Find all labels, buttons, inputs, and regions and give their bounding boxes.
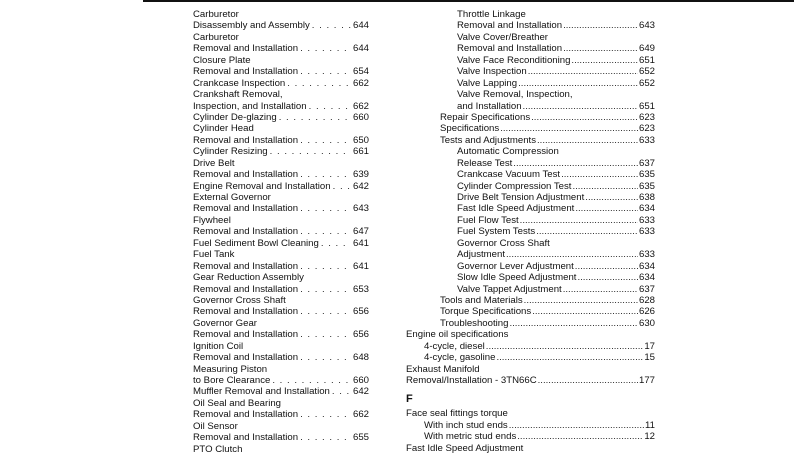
dot-leader: [300, 352, 351, 363]
entry-text: 4-cycle, gasoline: [424, 352, 496, 364]
page-number: 642: [352, 386, 369, 398]
dot-leader: [575, 261, 638, 272]
entry-text: Fuel Tank: [193, 249, 235, 261]
index-entry: [193, 135, 369, 146]
dot-leader: [537, 135, 638, 146]
page-number: 630: [638, 317, 655, 329]
dot-leader: [272, 375, 351, 386]
page-number: 647: [352, 226, 369, 238]
index-entry: [193, 386, 369, 397]
entry-text: Specifications: [440, 123, 500, 135]
entry-text: Slow Idle Speed Adjustment: [457, 272, 577, 284]
entry-text: Closure Plate: [193, 54, 251, 66]
entry-text: Valve Cover/Breather: [457, 31, 549, 43]
page-number: 660: [352, 375, 369, 386]
entry-text: Troubleshooting: [440, 317, 509, 329]
dot-leader: [585, 192, 638, 203]
dot-leader: [300, 432, 351, 443]
index-entry: [193, 203, 369, 214]
entry-text: Removal and Installation: [457, 43, 563, 55]
entry-text: Drive Belt Tension Adjustment: [457, 192, 585, 203]
index-entry: [406, 238, 655, 249]
index-entry: [406, 408, 655, 419]
entry-text: Removal and Installation: [193, 329, 299, 341]
entry-text: 4-cycle, diesel: [424, 340, 485, 352]
index-entry: [406, 364, 655, 375]
index-entry: [406, 295, 655, 306]
index-entry: [406, 89, 655, 100]
page-number: 635: [638, 169, 655, 181]
index-entry: [406, 249, 655, 260]
page-number: 649: [638, 43, 655, 55]
dot-leader: [577, 272, 638, 283]
index-entry: [406, 329, 655, 340]
dot-leader: [496, 352, 643, 363]
entry-text: Ignition Coil: [193, 340, 244, 352]
index-entry: [193, 341, 369, 352]
index-entry: [193, 272, 369, 283]
page-number: 652: [638, 66, 655, 78]
page-number: 17: [644, 340, 655, 352]
index-entry: [406, 101, 655, 112]
page-number: 641: [352, 237, 369, 249]
page-number: 628: [638, 294, 655, 306]
dot-leader: [300, 43, 351, 54]
index-entry: [406, 306, 655, 317]
entry-text: Throttle Linkage: [457, 9, 526, 20]
entry-text: Gear Reduction Assembly: [193, 272, 304, 284]
index-entry: [406, 135, 655, 146]
page-number: 637: [638, 283, 655, 295]
entry-text: Engine oil specifications: [406, 329, 509, 341]
page-number: 651: [638, 100, 655, 112]
entry-text: Cylinder Head: [193, 123, 254, 135]
index-entry: [193, 158, 369, 169]
page-number: 177: [638, 375, 655, 386]
index-entry: [193, 89, 369, 100]
entry-text: Automatic Compression: [457, 146, 559, 158]
index-entry: [193, 249, 369, 260]
dot-leader: [509, 420, 644, 431]
index-entry: [193, 66, 369, 77]
index-column-left: [193, 9, 369, 455]
dot-leader: [321, 238, 351, 249]
index-entry: [193, 43, 369, 54]
entry-text: Fast Idle Speed Adjustment: [457, 203, 575, 215]
index-entry: [406, 169, 655, 180]
index-entry: [193, 169, 369, 180]
entry-text: Inspection, and Installation: [193, 100, 307, 112]
dot-leader: [300, 261, 351, 272]
index-entry: [406, 112, 655, 123]
page-number: 651: [638, 54, 655, 66]
entry-text: Removal and Installation: [193, 43, 299, 55]
entry-text: Carburetor: [193, 31, 239, 43]
dot-leader: [575, 203, 638, 214]
entry-text: Disassembly and Assembly: [193, 20, 310, 32]
index-entry: [193, 409, 369, 420]
entry-text: Drive Belt: [193, 157, 235, 169]
page-number: 634: [638, 260, 655, 272]
index-entry: [406, 215, 655, 226]
dot-leader: [536, 226, 638, 237]
page-number: 650: [352, 134, 369, 146]
index-entry: [193, 101, 369, 112]
index-entry: [193, 329, 369, 340]
dot-leader: [300, 306, 351, 317]
page-number: 662: [352, 77, 369, 89]
dot-leader: [300, 135, 351, 146]
index-entry: [193, 78, 369, 89]
page-number: 637: [638, 157, 655, 169]
entry-text: Crankcase Inspection: [193, 77, 286, 89]
page-number: 643: [352, 203, 369, 215]
entry-text: Crankcase Vacuum Test: [457, 169, 561, 181]
entry-text: Governor Lever Adjustment: [457, 260, 574, 272]
dot-leader: [513, 158, 638, 169]
entry-text: With metric stud ends: [424, 431, 517, 443]
index-entry: [406, 226, 655, 237]
entry-text: Removal and Installation: [193, 203, 299, 215]
entry-text: Removal and Installation: [193, 409, 299, 421]
entry-text: Fuel Flow Test: [457, 214, 519, 226]
index-entry: [193, 123, 369, 134]
index-entry: [193, 398, 369, 409]
index-entry: [406, 158, 655, 169]
page-number: 641: [352, 260, 369, 272]
index-entry: [193, 284, 369, 295]
page-number: 633: [638, 226, 655, 238]
entry-text: Face seal fittings torque: [406, 408, 508, 420]
entry-text: Removal and Installation: [193, 226, 299, 238]
page-number: 662: [352, 409, 369, 421]
dot-leader: [517, 431, 643, 442]
page-number: 633: [638, 249, 655, 261]
page-number: 639: [352, 169, 369, 181]
entry-text: Removal and Installation: [193, 352, 299, 364]
page-number: 656: [352, 306, 369, 318]
index-entry: [406, 420, 655, 431]
entry-text: Removal and Installation: [193, 283, 299, 295]
entry-text: PTO Clutch: [193, 443, 243, 455]
dot-leader: [300, 66, 351, 77]
page-number: 633: [638, 214, 655, 226]
page-number: 655: [352, 432, 369, 444]
index-entry: [193, 444, 369, 455]
entry-text: Release Test: [457, 157, 513, 169]
index-entry: [406, 431, 655, 442]
dot-leader: [287, 78, 351, 89]
index-entry: [193, 318, 369, 329]
dot-leader: [300, 284, 351, 295]
dot-leader: [563, 20, 638, 31]
entry-text: Removal and Installation: [193, 432, 299, 444]
dot-leader: [561, 169, 638, 180]
entry-text: to Bore Clearance: [193, 375, 271, 386]
entry-text: Fuel System Tests: [457, 226, 536, 238]
entry-text: Repair Specifications: [440, 111, 531, 123]
dot-leader: [506, 249, 638, 260]
dot-leader: [523, 101, 638, 112]
dot-leader: [300, 169, 351, 180]
page-number: 652: [638, 77, 655, 89]
entry-text: Oil Sensor: [193, 420, 238, 432]
index-entry: [406, 181, 655, 192]
entry-text: Measuring Piston: [193, 363, 268, 375]
page-number: 654: [352, 66, 369, 78]
dot-leader: [300, 226, 351, 237]
dot-leader: [300, 409, 351, 420]
entry-text: Cylinder Compression Test: [457, 180, 572, 192]
dot-leader: [524, 295, 638, 306]
entry-text: External Governor: [193, 192, 271, 203]
page-number: 662: [352, 100, 369, 112]
index-entry: [406, 123, 655, 134]
entry-text: F: [406, 393, 413, 406]
index-entry: [193, 112, 369, 123]
index-entry: [193, 364, 369, 375]
entry-text: Valve Removal, Inspection,: [457, 89, 573, 101]
index-entry: [193, 146, 369, 157]
page-number: 656: [352, 329, 369, 341]
entry-text: Cylinder Resizing: [193, 146, 268, 158]
entry-text: Carburetor: [193, 9, 239, 20]
dot-leader: [532, 306, 638, 317]
dot-leader: [531, 112, 638, 123]
dot-leader: [528, 66, 638, 77]
index-entry: [193, 215, 369, 226]
page-number: 648: [352, 352, 369, 364]
index-entry: [193, 9, 369, 20]
index-entry: [193, 261, 369, 272]
index-entry: [193, 432, 369, 443]
index-entry: [406, 78, 655, 89]
entry-text: Tools and Materials: [440, 294, 523, 306]
entry-text: Valve Inspection: [457, 66, 527, 78]
index-entry: [193, 238, 369, 249]
index-entry: [406, 192, 655, 203]
entry-text: Valve Tappet Adjustment: [457, 283, 562, 295]
entry-text: With inch stud ends: [424, 419, 508, 431]
index-entry: [406, 203, 655, 214]
dot-leader: [332, 386, 351, 397]
index-column-right: [406, 9, 655, 454]
entry-text: Engine Removal and Installation: [193, 180, 331, 192]
dot-leader: [312, 20, 351, 31]
page-number: 634: [638, 272, 655, 284]
entry-text: Removal and Installation: [457, 20, 563, 32]
dot-leader: [500, 123, 638, 134]
index-entry: [193, 306, 369, 317]
index-entry: [193, 375, 369, 386]
index-entry: [193, 181, 369, 192]
index-entry: [193, 32, 369, 43]
page-number: 634: [638, 203, 655, 215]
dot-leader: [279, 112, 351, 123]
page-number: 15: [644, 352, 655, 364]
entry-text: Fast Idle Speed Adjustment: [406, 442, 524, 454]
entry-text: Fuel Sediment Bowl Cleaning: [193, 237, 319, 249]
index-entry: [406, 55, 655, 66]
page-number: 12: [644, 431, 655, 443]
entry-text: Removal and Installation: [193, 134, 299, 146]
entry-text: Exhaust Manifold: [406, 363, 480, 375]
dot-leader: [486, 341, 644, 352]
index-entry: [406, 318, 655, 329]
index-entry: [406, 341, 655, 352]
index-entry: [406, 66, 655, 77]
page-number: 653: [352, 283, 369, 295]
dot-leader: [520, 215, 638, 226]
entry-text: Tests and Adjustments: [440, 134, 536, 146]
entry-text: Adjustment: [457, 249, 505, 261]
dot-leader: [509, 318, 638, 329]
entry-text: Governor Cross Shaft: [457, 237, 550, 249]
page-number: 644: [352, 20, 369, 32]
index-entry: [193, 226, 369, 237]
dot-leader: [518, 78, 638, 89]
index-entry: [406, 146, 655, 157]
entry-text: Cylinder De-glazing: [193, 111, 277, 123]
index-entry: [406, 272, 655, 283]
dot-leader: [300, 329, 351, 340]
dot-leader: [563, 284, 638, 295]
page-number: 638: [638, 192, 655, 203]
entry-text: Muffler Removal and Installation: [193, 386, 330, 398]
index-entry: [193, 55, 369, 66]
index-entry: [193, 295, 369, 306]
index-entry: [406, 261, 655, 272]
page-number: 626: [638, 306, 655, 318]
dot-leader: [300, 203, 351, 214]
index-entry: [193, 192, 369, 203]
entry-text: Removal and Installation: [193, 169, 299, 181]
entry-text: Removal and Installation: [193, 306, 299, 318]
index-entry: [193, 20, 369, 31]
index-letter-heading: [406, 386, 655, 408]
index-entry: [193, 352, 369, 363]
entry-text: Oil Seal and Bearing: [193, 397, 281, 409]
page-number: 643: [638, 20, 655, 32]
index-entry: [193, 421, 369, 432]
index-entry: [406, 32, 655, 43]
index-entry: [406, 43, 655, 54]
entry-text: Flywheel: [193, 214, 231, 226]
page-number: 11: [645, 419, 655, 431]
dot-leader: [538, 375, 638, 386]
entry-text: Removal and Installation: [193, 260, 299, 272]
page-number: 623: [638, 123, 655, 135]
index-entry: [406, 375, 655, 386]
index-entry: [406, 352, 655, 363]
index-entry: [406, 9, 655, 20]
dot-leader: [563, 43, 638, 54]
page-number: 642: [352, 180, 369, 192]
page-number: 623: [638, 111, 655, 123]
entry-text: Governor Gear: [193, 317, 257, 329]
page-number: 644: [352, 43, 369, 55]
entry-text: Removal/Installation - 3TN66C: [406, 375, 537, 386]
dot-leader: [270, 146, 351, 157]
entry-text: Valve Face Reconditioning: [457, 54, 571, 66]
dot-leader: [309, 101, 351, 112]
entry-text: and Installation: [457, 100, 522, 112]
index-entry: [406, 284, 655, 295]
entry-text: Valve Lapping: [457, 77, 518, 89]
dot-leader: [572, 181, 638, 192]
page-number: 660: [352, 111, 369, 123]
dot-leader: [571, 55, 638, 66]
header-rule: [143, 0, 794, 2]
index-entry: [406, 20, 655, 31]
entry-text: Governor Cross Shaft: [193, 294, 286, 306]
page-number: 635: [638, 180, 655, 192]
entry-text: Removal and Installation: [193, 66, 299, 78]
page-number: 633: [638, 134, 655, 146]
dot-leader: [333, 181, 351, 192]
page-number: 661: [352, 146, 369, 158]
entry-text: Crankshaft Removal,: [193, 89, 283, 101]
index-entry: [406, 443, 655, 454]
entry-text: Torque Specifications: [440, 306, 532, 318]
